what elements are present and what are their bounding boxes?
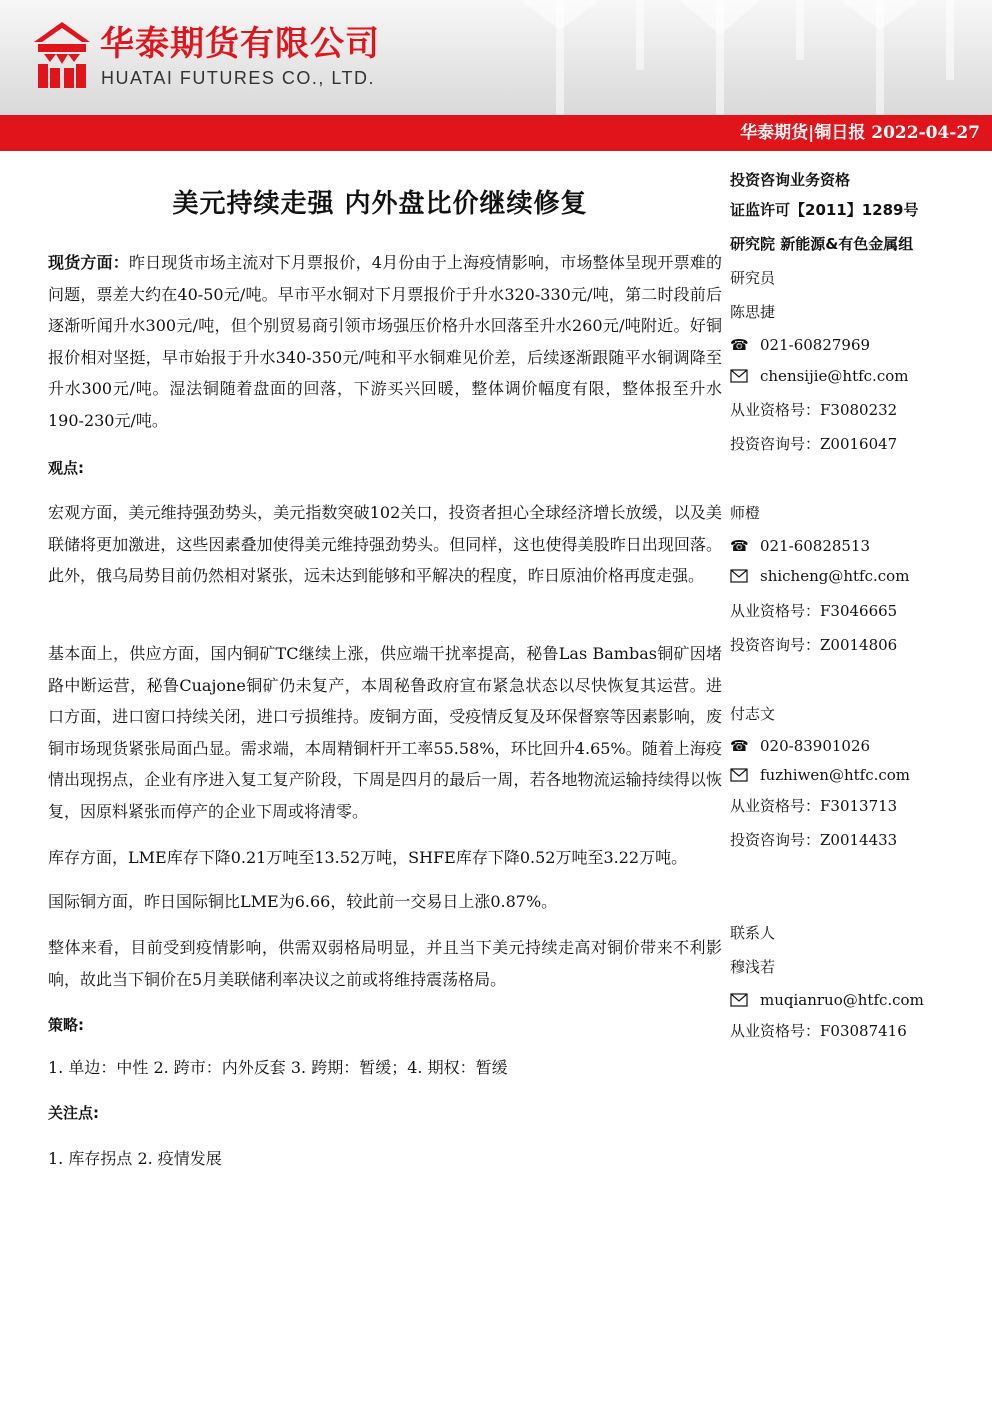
license-number: 证监许可【2011】1289号 <box>730 201 919 219</box>
international-copper-paragraph: 国际铜方面，昨日国际铜比LME为6.66，较此前一交易日上涨0.87%。 <box>48 892 558 911</box>
envelope-icon <box>730 993 748 1007</box>
analyst-phone <box>730 335 980 355</box>
envelope-icon <box>730 369 748 383</box>
phone-number: 020-83901026 <box>760 737 871 755</box>
phone-icon: ☎ <box>730 737 749 755</box>
email-address[interactable]: chensijie@htfc.com <box>760 367 909 385</box>
company-name-cn: 华泰期货有限公司 <box>100 24 380 64</box>
analyst-cert: 从业资格号：F3046665 <box>730 602 898 620</box>
summary-paragraph: 整体来看，目前受到疫情影响，供需双弱格局明显，并且当下美元持续走高对铜价带来不利影响，故此当下铜价在5月美联储利率决议之前或将维持震荡格局。 <box>48 938 722 989</box>
report-tag-bar <box>0 115 992 151</box>
analyst-email[interactable] <box>730 765 980 785</box>
report-title: 美元持续走强 内外盘比价继续修复 <box>172 189 588 219</box>
envelope-icon <box>730 569 748 583</box>
analyst-phone <box>730 736 980 756</box>
analyst-name: 师橙 <box>730 504 761 522</box>
spot-paragraph <box>48 247 722 436</box>
phone-number: 021-60828513 <box>760 537 871 555</box>
view-heading: 观点: <box>48 459 84 477</box>
analyst-name: 付志文 <box>730 705 776 723</box>
phone-number: 021-60827969 <box>760 336 871 354</box>
analyst-advisory: 投资咨询号：Z0014433 <box>730 831 898 849</box>
analyst-cert: 从业资格号：F3080232 <box>730 401 898 419</box>
header-band <box>0 0 992 115</box>
email-address[interactable]: fuzhiwen@htfc.com <box>760 766 911 784</box>
focus-item: 1. 库存拐点 2. 疫情发展 <box>48 1149 222 1168</box>
contact-role: 联系人 <box>730 924 776 942</box>
inventory-paragraph: 库存方面，LME库存下降0.21万吨至13.52万吨，SHFE库存下降0.52万吨至3.22万吨。 <box>48 848 688 867</box>
analyst-name: 陈思捷 <box>730 303 776 321</box>
strategy-heading: 策略: <box>48 1016 84 1034</box>
company-logo-icon <box>34 22 90 88</box>
analyst-phone <box>730 536 980 556</box>
envelope-icon <box>730 768 748 782</box>
email-address[interactable]: muqianruo@htfc.com <box>760 991 924 1009</box>
email-address[interactable]: shicheng@htfc.com <box>760 567 910 585</box>
spot-text: 昨日现货市场主流对下月票报价，4月份由于上海疫情影响，市场整体呈现开票难的问题，票差大约在40-50元/吨。早市平水铜对下月票报价于升水320-330元/吨，第二时段前后逐渐听闻升水300元/吨，但个别贸易商引领市场强压价格升水回落至升水260元/吨附近。好铜报价相对坚挺，早市始报于升水340-350元/吨和平水铜难见价差，后续逐渐跟随平水铜调降至升水300元/吨。湿法铜随着盘面的回落，下游买兴回暖，整体调价幅度有限，整体报至升水190-230元/吨。 <box>48 253 722 430</box>
company-name-en: HUATAI FUTURES CO., LTD. <box>101 68 376 88</box>
strategy-item: 1. 单边：中性 2. 跨市：内外反套 3. 跨期：暂缓；4. 期权：暂缓 <box>48 1058 508 1077</box>
contact-name: 穆浅若 <box>730 958 776 976</box>
contact-cert: 从业资格号：F03087416 <box>730 1022 907 1040</box>
fundamentals-paragraph: 基本面上，供应方面，国内铜矿TC继续上涨，供应端干扰率提高，秘鲁Las Bambas铜矿因堵路中断运营，秘鲁Cuajone铜矿仍未复产，本周秘鲁政府宣布紧急状态以尽快恢复其运营。进口方面，进口窗口持续关闭，进口亏损维持。废铜方面，受疫情反复及环保督察等因素影响，废铜市场现货紧张局面凸显。需求端，本周精铜杆开工率55.58%，环比回升4.65%。随着上海疫情出现拐点，企业有序进入复工复产阶段，下周是四月的最后一周，若各地物流运输持续得以恢复，因原料紧张而停产的企业下周或将清零。 <box>48 644 722 821</box>
researcher-role: 研究员 <box>730 269 776 287</box>
analyst-cert: 从业资格号：F3013713 <box>730 797 898 815</box>
analyst-advisory: 投资咨询号：Z0016047 <box>730 435 898 453</box>
department: 研究院 新能源&有色金属组 <box>730 235 914 253</box>
focus-heading: 关注点: <box>48 1104 99 1122</box>
report-tag: 华泰期货|铜日报 2022-04-27 <box>740 123 980 143</box>
contact-email[interactable] <box>730 990 980 1010</box>
macro-paragraph: 宏观方面，美元维持强劲势头，美元指数突破102关口，投资者担心全球经济增长放缓，以及美联储将更加激进，这些因素叠加使得美元维持强劲势头。但同样，这也使得美股昨日出现回落。此外，俄乌局势目前仍然相对紧张，远未达到能够和平解决的程度，昨日原油价格再度走强。 <box>48 503 722 585</box>
spot-label: 现货方面： <box>48 253 129 272</box>
qualification: 投资咨询业务资格 <box>730 171 851 189</box>
analyst-advisory: 投资咨询号：Z0014806 <box>730 636 898 654</box>
phone-icon: ☎ <box>730 336 749 354</box>
analyst-email[interactable] <box>730 366 980 386</box>
analyst-email[interactable] <box>730 566 980 586</box>
phone-icon: ☎ <box>730 537 749 555</box>
